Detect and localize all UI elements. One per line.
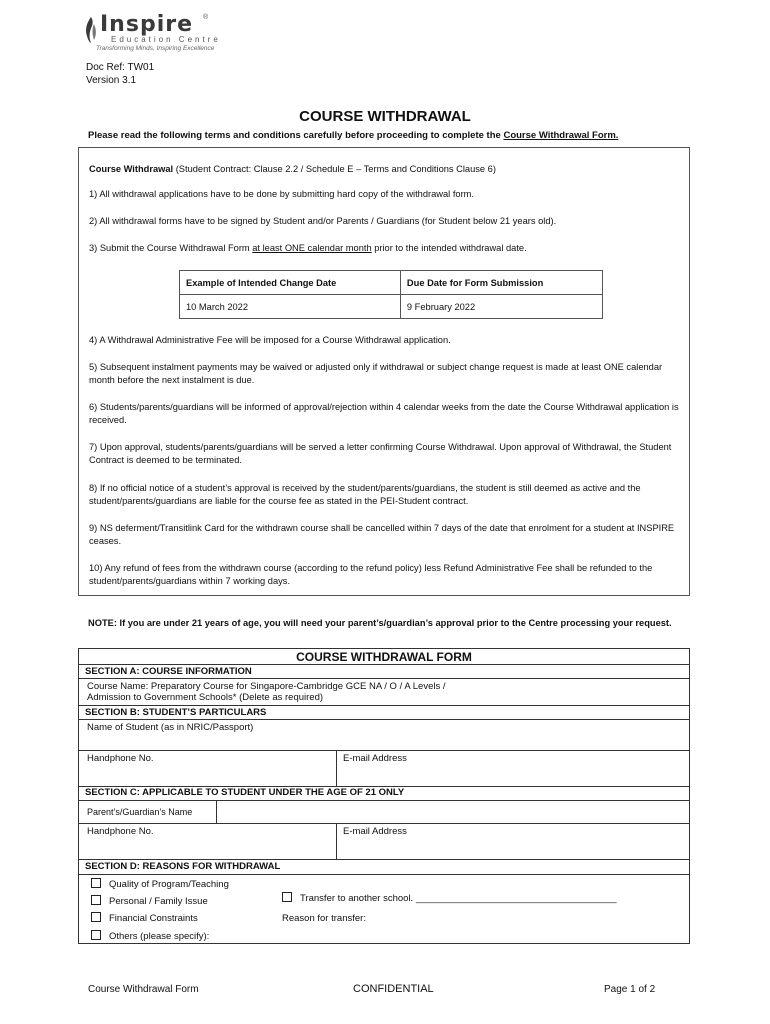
logo-name: Inspire (100, 12, 194, 37)
term-4: 4) A Withdrawal Administrative Fee will be imposed for a Course Withdrawal application. (89, 335, 451, 345)
logo-registered-mark: ® (203, 14, 209, 21)
divider (79, 719, 689, 720)
student-name-field[interactable]: Name of Student (as in NRIC/Passport) (87, 722, 254, 733)
checkbox-icon[interactable] (91, 912, 101, 922)
table-header-cell: Due Date for Form Submission (400, 271, 602, 295)
footer-form-name: Course Withdrawal Form (88, 984, 199, 995)
table-row (180, 295, 603, 319)
term-6: 6) Students/parents/guardians will be informed of approval/rejection within 4 calendar weeks from the date the Course Withdrawal application is received. (89, 402, 679, 425)
divider (79, 859, 689, 860)
logo-subtitle: Education Centre (111, 35, 221, 44)
table-header-cell: Example of Intended Change Date (180, 271, 401, 295)
reason-label: Personal / Family Issue (109, 896, 208, 907)
terms-heading-bold: Course Withdrawal (89, 164, 174, 174)
course-name-line1: Course Name: Preparatory Course for Singapore-Cambridge GCE NA / O / A Levels / (87, 681, 446, 692)
intro-body: Please read the following terms and conditions carefully before proceeding to complete the (88, 130, 504, 141)
term-3 (89, 242, 683, 255)
term-10: 10) Any refund of fees from the withdrawn course (according to the refund policy) less Refund Administrative Fee shall be refunded to the student/parents/guardians within 7 working days. (89, 563, 653, 586)
term-3-b: prior to the intended withdrawal date. (371, 243, 527, 253)
guardian-name-field[interactable]: Parent’s/Guardian’s Name (87, 807, 193, 817)
terms-box (78, 147, 690, 596)
reason-transfer-checkbox[interactable] (282, 892, 617, 904)
divider (79, 823, 689, 824)
divider (79, 874, 689, 875)
doc-ref: Doc Ref: TW01 (86, 62, 155, 73)
student-email-field[interactable]: E-mail Address (343, 753, 407, 764)
reason-label: Others (please specify): (109, 931, 210, 942)
term-8: 8) If no official notice of a student’s approval is received by the student/parents/guardians, the student is still deemed as active and the student/parents/guardians are liable for the course fee as stated in the PEI-Student contract. (89, 483, 641, 506)
term-9: 9) NS deferment/Transitlink Card for the withdrawn course shall be cancelled within 7 days of the date that enrolment for a student at INSPIRE ceases. (89, 523, 675, 546)
divider (336, 823, 337, 859)
divider (79, 664, 689, 665)
table-cell: 9 February 2022 (400, 295, 602, 319)
transfer-reason-field[interactable]: Reason for transfer: (282, 913, 366, 924)
reason-personal-checkbox[interactable] (91, 895, 208, 907)
section-d-heading: SECTION D: REASONS FOR WITHDRAWAL (85, 861, 281, 872)
terms-heading (89, 163, 683, 176)
divider (216, 800, 217, 823)
reason-others-checkbox[interactable] (91, 930, 209, 942)
divider (79, 750, 689, 751)
divider (79, 800, 689, 801)
guardian-email-field[interactable]: E-mail Address (343, 826, 407, 837)
term-7: 7) Upon approval, students/parents/guardians will be served a letter confirming Course Withdrawal. Upon approval of Withdrawal, the Student Contract is deemed to be terminated. (89, 442, 672, 465)
form-title: COURSE WITHDRAWAL FORM (296, 650, 472, 664)
transfer-label: Transfer to another school. ______________________________________ (300, 893, 617, 904)
flame-logo-icon (84, 16, 98, 44)
term-3-underline: at least ONE calendar month (252, 243, 372, 253)
section-a-heading: SECTION A: COURSE INFORMATION (85, 666, 252, 677)
footer-page-number: Page 1 of 2 (604, 984, 656, 995)
intro-link: Course Withdrawal Form. (503, 130, 619, 141)
table-row (180, 271, 603, 295)
page-title: COURSE WITHDRAWAL (299, 108, 471, 125)
reason-label: Financial Constraints (109, 913, 198, 924)
logo-tagline: Transforming Minds, Inspiring Excellence (96, 45, 215, 52)
divider (79, 705, 689, 706)
section-b-heading: SECTION B: STUDENT’S PARTICULARS (85, 707, 267, 718)
student-handphone-field[interactable]: Handphone No. (87, 753, 154, 764)
reason-quality-checkbox[interactable] (91, 878, 229, 890)
note-text: NOTE: If you are under 21 years of age, you will need your parent’s/guardian’s approval prior to the Centre processing your request. (88, 618, 672, 628)
doc-reference (86, 61, 154, 87)
term-1: 1) All withdrawal applications have to be done by submitting hard copy of the withdrawal form. (89, 189, 474, 199)
doc-version: Version 3.1 (86, 75, 137, 86)
table-cell: 10 March 2022 (180, 295, 401, 319)
term-2: 2) All withdrawal forms have to be signed by Student and/or Parents / Guardians (for Student below 21 years old). (89, 216, 557, 226)
withdrawal-form (78, 648, 690, 944)
footer-confidential: CONFIDENTIAL (353, 983, 434, 995)
reason-label: Quality of Program/Teaching (109, 879, 229, 890)
intro-text (88, 130, 618, 141)
divider (336, 750, 337, 786)
inspire-logo (84, 14, 224, 52)
checkbox-icon[interactable] (91, 895, 101, 905)
guardian-handphone-field[interactable]: Handphone No. (87, 826, 154, 837)
course-name-line2: Admission to Government Schools* (Delete as required) (87, 692, 324, 703)
terms-heading-rest: (Student Contract: Clause 2.2 / Schedule E – Terms and Conditions Clause 6) (173, 164, 496, 174)
checkbox-icon[interactable] (282, 892, 292, 902)
divider (79, 678, 689, 679)
reason-financial-checkbox[interactable] (91, 912, 198, 924)
checkbox-icon[interactable] (91, 930, 101, 940)
example-dates-table (179, 270, 603, 319)
term-5: 5) Subsequent instalment payments may be waived or adjusted only if withdrawal or subject change request is made at least ONE calendar month before the next instalment is due. (89, 362, 663, 385)
section-c-heading: SECTION C: APPLICABLE TO STUDENT UNDER THE AGE OF 21 ONLY (85, 787, 405, 798)
checkbox-icon[interactable] (91, 878, 101, 888)
term-3-a: 3) Submit the Course Withdrawal Form (89, 243, 253, 253)
